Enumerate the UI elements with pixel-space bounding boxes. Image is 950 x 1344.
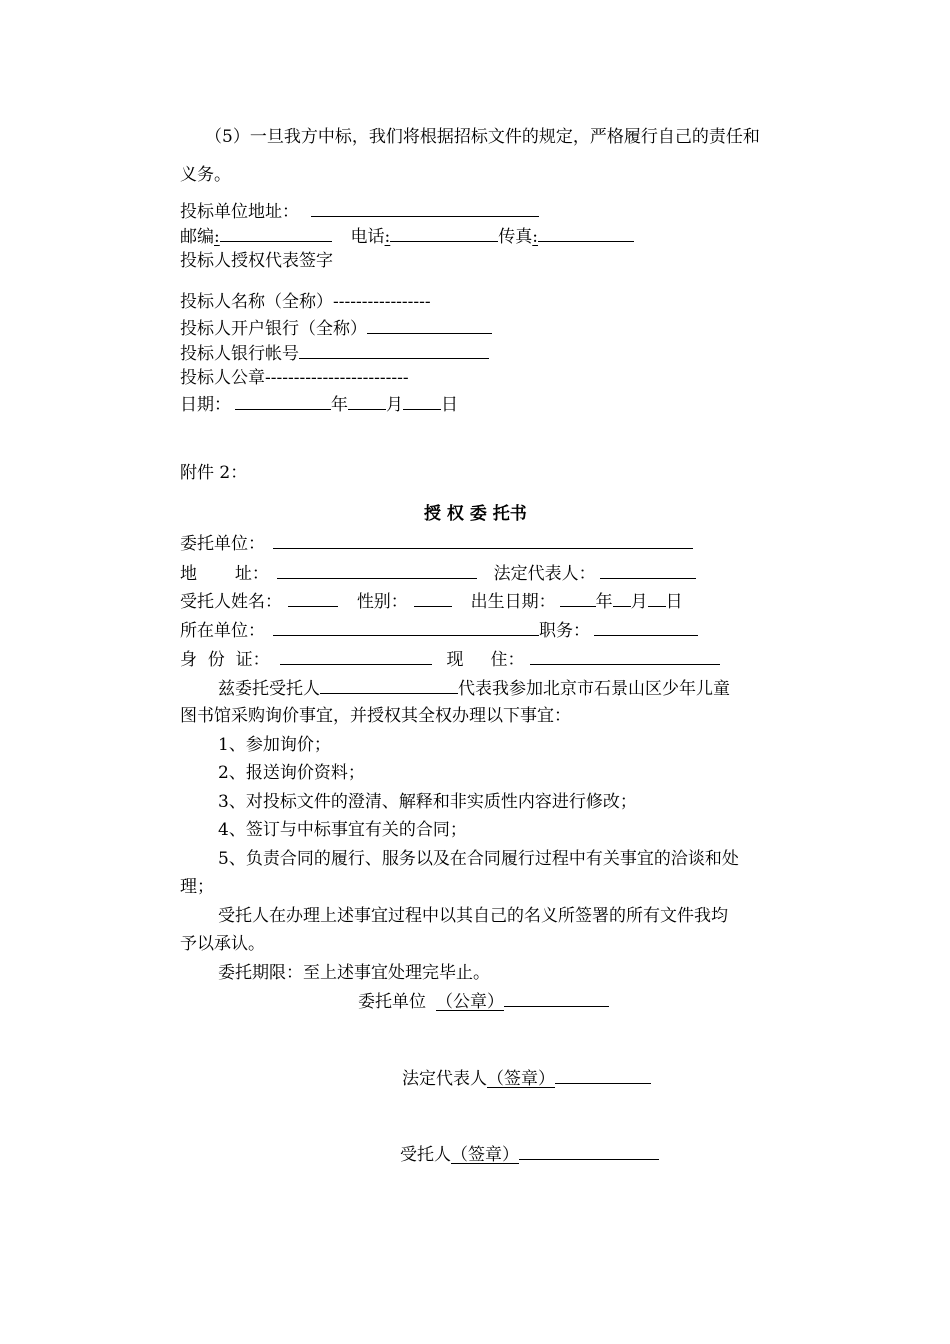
work-unit-label: 所在单位： bbox=[180, 621, 265, 641]
birth-day-label: 日 bbox=[665, 592, 683, 612]
rep-sign: 投标人授权代表签字 bbox=[180, 251, 333, 271]
birth-label: 出生日期： bbox=[470, 592, 556, 612]
sign-trustee-label: 受托人 bbox=[400, 1145, 451, 1165]
id-card-field[interactable] bbox=[280, 648, 432, 665]
bidder-account-field[interactable] bbox=[299, 342, 489, 359]
address-label: 地 址： bbox=[180, 564, 269, 584]
bidder-date-row bbox=[180, 393, 458, 416]
date-label: 日期： bbox=[180, 395, 231, 415]
birth-year-label: 年 bbox=[595, 592, 613, 612]
para1-row bbox=[218, 677, 730, 700]
fax-colon: : bbox=[532, 227, 539, 247]
birth-year-field[interactable] bbox=[560, 590, 596, 607]
entrust-unit-label: 委托单位： bbox=[180, 534, 265, 554]
attachment-label: 附件 2： bbox=[180, 463, 248, 483]
trustee-name-label: 受托人姓名： bbox=[180, 592, 282, 612]
bidder-seal: 投标人公章------------------------- bbox=[180, 368, 409, 388]
list-item: 2、报送询价资料； bbox=[218, 763, 365, 783]
sign-rep-row bbox=[402, 1067, 651, 1090]
sign-unit-row bbox=[358, 990, 609, 1013]
bidder-bank-row bbox=[180, 317, 492, 340]
entrust-unit-row bbox=[180, 532, 693, 555]
date-day-field[interactable] bbox=[403, 393, 441, 410]
list-item: 1、参加询价； bbox=[218, 735, 331, 755]
gender-label: 性别： bbox=[356, 592, 408, 612]
birth-day-field[interactable] bbox=[648, 590, 666, 607]
zip-label: 邮编 bbox=[180, 227, 214, 247]
para1-start: 兹委托受托人 bbox=[218, 679, 320, 699]
legal-rep-field[interactable] bbox=[600, 562, 696, 579]
residence-label: 现 住： bbox=[446, 650, 525, 670]
fax-label: 传真 bbox=[498, 227, 533, 247]
sign-rep-field[interactable] bbox=[555, 1067, 651, 1084]
month-label: 月 bbox=[386, 395, 403, 415]
list-item: 5、负责合同的履行、服务以及在合同履行过程中有关事宜的洽谈和处 bbox=[218, 849, 739, 869]
phone-field[interactable] bbox=[390, 225, 498, 242]
phone-colon: : bbox=[384, 227, 391, 247]
zip-field[interactable] bbox=[220, 225, 332, 242]
fax-field[interactable] bbox=[538, 225, 634, 242]
date-year-field[interactable] bbox=[235, 393, 331, 410]
id-card-label: 身 份 证： bbox=[180, 650, 270, 670]
bidder-address-field[interactable] bbox=[311, 200, 539, 217]
term-line: 委托期限：至上述事宜处理完毕止。 bbox=[218, 963, 490, 983]
day-label: 日 bbox=[441, 395, 458, 415]
list-item: 3、对投标文件的澄清、解释和非实质性内容进行修改； bbox=[218, 792, 637, 812]
bidder-address-label: 投标单位地址： bbox=[180, 202, 299, 222]
zip-colon: : bbox=[214, 227, 220, 247]
phone-label: 电话 bbox=[350, 227, 385, 247]
sign-trustee-seal: （签章） bbox=[451, 1145, 519, 1165]
id-row bbox=[180, 648, 720, 671]
trustee-name-field[interactable] bbox=[288, 590, 338, 607]
bidder-bank-label: 投标人开户银行（全称） bbox=[180, 319, 367, 339]
position-label: 职务： bbox=[539, 621, 590, 641]
pledge-line-1: （5）一旦我方中标，我们将根据招标文件的规定，严格履行自己的责任和 bbox=[205, 127, 760, 147]
address-field[interactable] bbox=[277, 562, 477, 579]
address-row bbox=[180, 562, 696, 585]
year-label: 年 bbox=[331, 395, 348, 415]
entrust-unit-field[interactable] bbox=[273, 532, 693, 549]
sign-unit-label: 委托单位 bbox=[358, 992, 426, 1012]
gender-field[interactable] bbox=[414, 590, 452, 607]
para2-line-1: 受托人在办理上述事宜过程中以其自己的名义所签署的所有文件我均 bbox=[218, 906, 728, 926]
work-unit-field[interactable] bbox=[273, 619, 539, 636]
sign-rep-label: 法定代表人 bbox=[402, 1069, 487, 1089]
sign-unit-seal: （公章） bbox=[436, 992, 504, 1012]
bidder-account-label: 投标人银行帐号 bbox=[180, 344, 299, 364]
residence-field[interactable] bbox=[530, 648, 720, 665]
list-item: 4、签订与中标事宜有关的合同； bbox=[218, 820, 467, 840]
work-unit-row bbox=[180, 619, 698, 642]
sign-trustee-row bbox=[400, 1143, 659, 1166]
para1-end: 代表我参加北京市石景山区少年儿童 bbox=[458, 679, 730, 699]
trustee-row bbox=[180, 590, 683, 613]
list-item-cont: 理； bbox=[180, 877, 214, 897]
birth-month-field[interactable] bbox=[613, 590, 631, 607]
pledge-line-2: 义务。 bbox=[180, 165, 231, 185]
para2-line-2: 予以承认。 bbox=[180, 934, 265, 954]
sign-rep-seal: （签章） bbox=[487, 1069, 555, 1089]
sign-unit-field[interactable] bbox=[504, 990, 609, 1007]
bidder-contact-row bbox=[180, 225, 634, 248]
bidder-bank-field[interactable] bbox=[367, 317, 492, 334]
document-title: 授 权 委 托书 bbox=[424, 504, 527, 524]
bidder-name-full: 投标人名称（全称）----------------- bbox=[180, 292, 431, 312]
position-field[interactable] bbox=[594, 619, 698, 636]
bidder-address-row bbox=[180, 200, 539, 223]
bidder-account-row bbox=[180, 342, 489, 365]
trustee-fill-field[interactable] bbox=[320, 677, 458, 694]
date-month-field[interactable] bbox=[348, 393, 386, 410]
legal-rep-label: 法定代表人： bbox=[493, 564, 596, 584]
sign-trustee-field[interactable] bbox=[519, 1143, 659, 1160]
para1-cont: 图书馆采购询价事宜，并授权其全权办理以下事宜： bbox=[180, 706, 571, 726]
birth-month-label: 月 bbox=[630, 592, 648, 612]
